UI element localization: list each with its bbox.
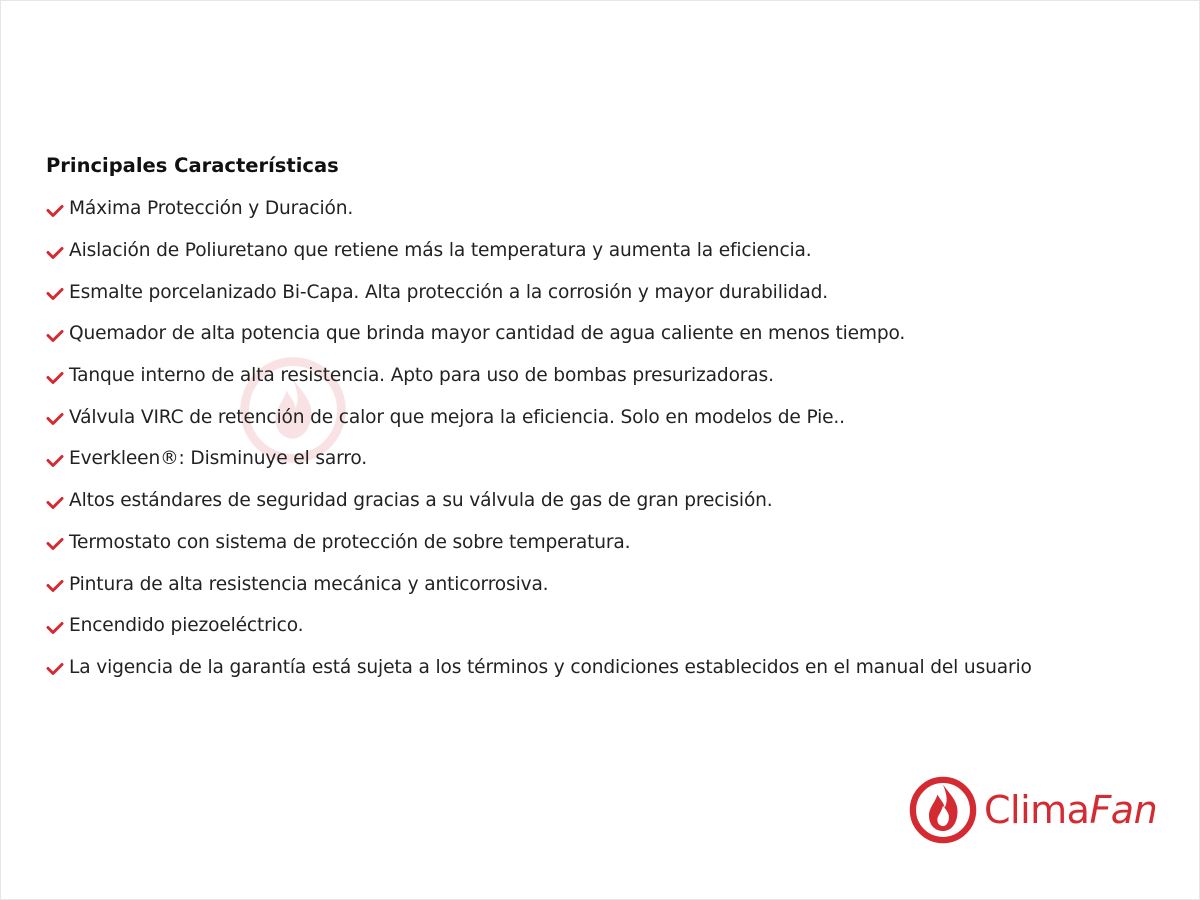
feature-item [46, 230, 1186, 272]
feature-item [46, 313, 1186, 355]
feature-item [46, 563, 1186, 605]
feature-item [46, 355, 1186, 397]
feature-text: Altos estándares de seguridad gracias a su válvula de gas de gran precisión. [69, 490, 773, 512]
brand-logo [908, 772, 1170, 848]
feature-text: Válvula VIRC de retención de calor que mejora la eficiencia. Solo en modelos de Pie.. [69, 406, 845, 428]
features-title: Principales Características [46, 154, 339, 177]
check-icon [46, 579, 64, 593]
check-icon [46, 496, 64, 510]
feature-text: Pintura de alta resistencia mecánica y anticorrosiva. [69, 573, 549, 595]
features-section [46, 152, 1186, 688]
check-icon [46, 371, 64, 385]
feature-text: Everkleen®: Disminuye el sarro. [69, 448, 368, 470]
check-icon [46, 412, 64, 426]
feature-text: Encendido piezoeléctrico. [69, 615, 304, 637]
feature-item [46, 271, 1186, 313]
feature-text: La vigencia de la garantía está sujeta a los términos y condiciones establecidos en el manual del usuario [69, 656, 1032, 678]
feature-item [46, 188, 1186, 230]
check-icon [46, 287, 64, 301]
feature-item [46, 480, 1186, 522]
flame-icon [908, 774, 978, 846]
feature-text: Aislación de Poliuretano que retiene más la temperatura y aumenta la eficiencia. [69, 240, 812, 262]
check-icon [46, 621, 64, 635]
brand-name-fan: Fan [1089, 788, 1158, 832]
check-icon [46, 329, 64, 343]
check-icon [46, 454, 64, 468]
feature-item [46, 522, 1186, 564]
check-icon [46, 537, 64, 551]
feature-item [46, 396, 1186, 438]
feature-item [46, 438, 1186, 480]
feature-text: Tanque interno de alta resistencia. Apto para uso de bombas presurizadoras. [69, 365, 774, 387]
feature-item [46, 605, 1186, 647]
feature-text: Máxima Protección y Duración. [69, 198, 354, 220]
check-icon [46, 204, 64, 218]
check-icon [46, 662, 64, 676]
feature-list [46, 188, 1186, 688]
brand-name [984, 788, 1157, 832]
brand-name-clima: Clima [984, 788, 1090, 832]
feature-text: Quemador de alta potencia que brinda mayor cantidad de agua caliente en menos tiempo. [69, 323, 906, 345]
feature-item [46, 647, 1186, 689]
feature-text: Termostato con sistema de protección de sobre temperatura. [69, 531, 631, 553]
feature-text: Esmalte porcelanizado Bi-Capa. Alta protección a la corrosión y mayor durabilidad. [69, 281, 829, 303]
check-icon [46, 246, 64, 260]
